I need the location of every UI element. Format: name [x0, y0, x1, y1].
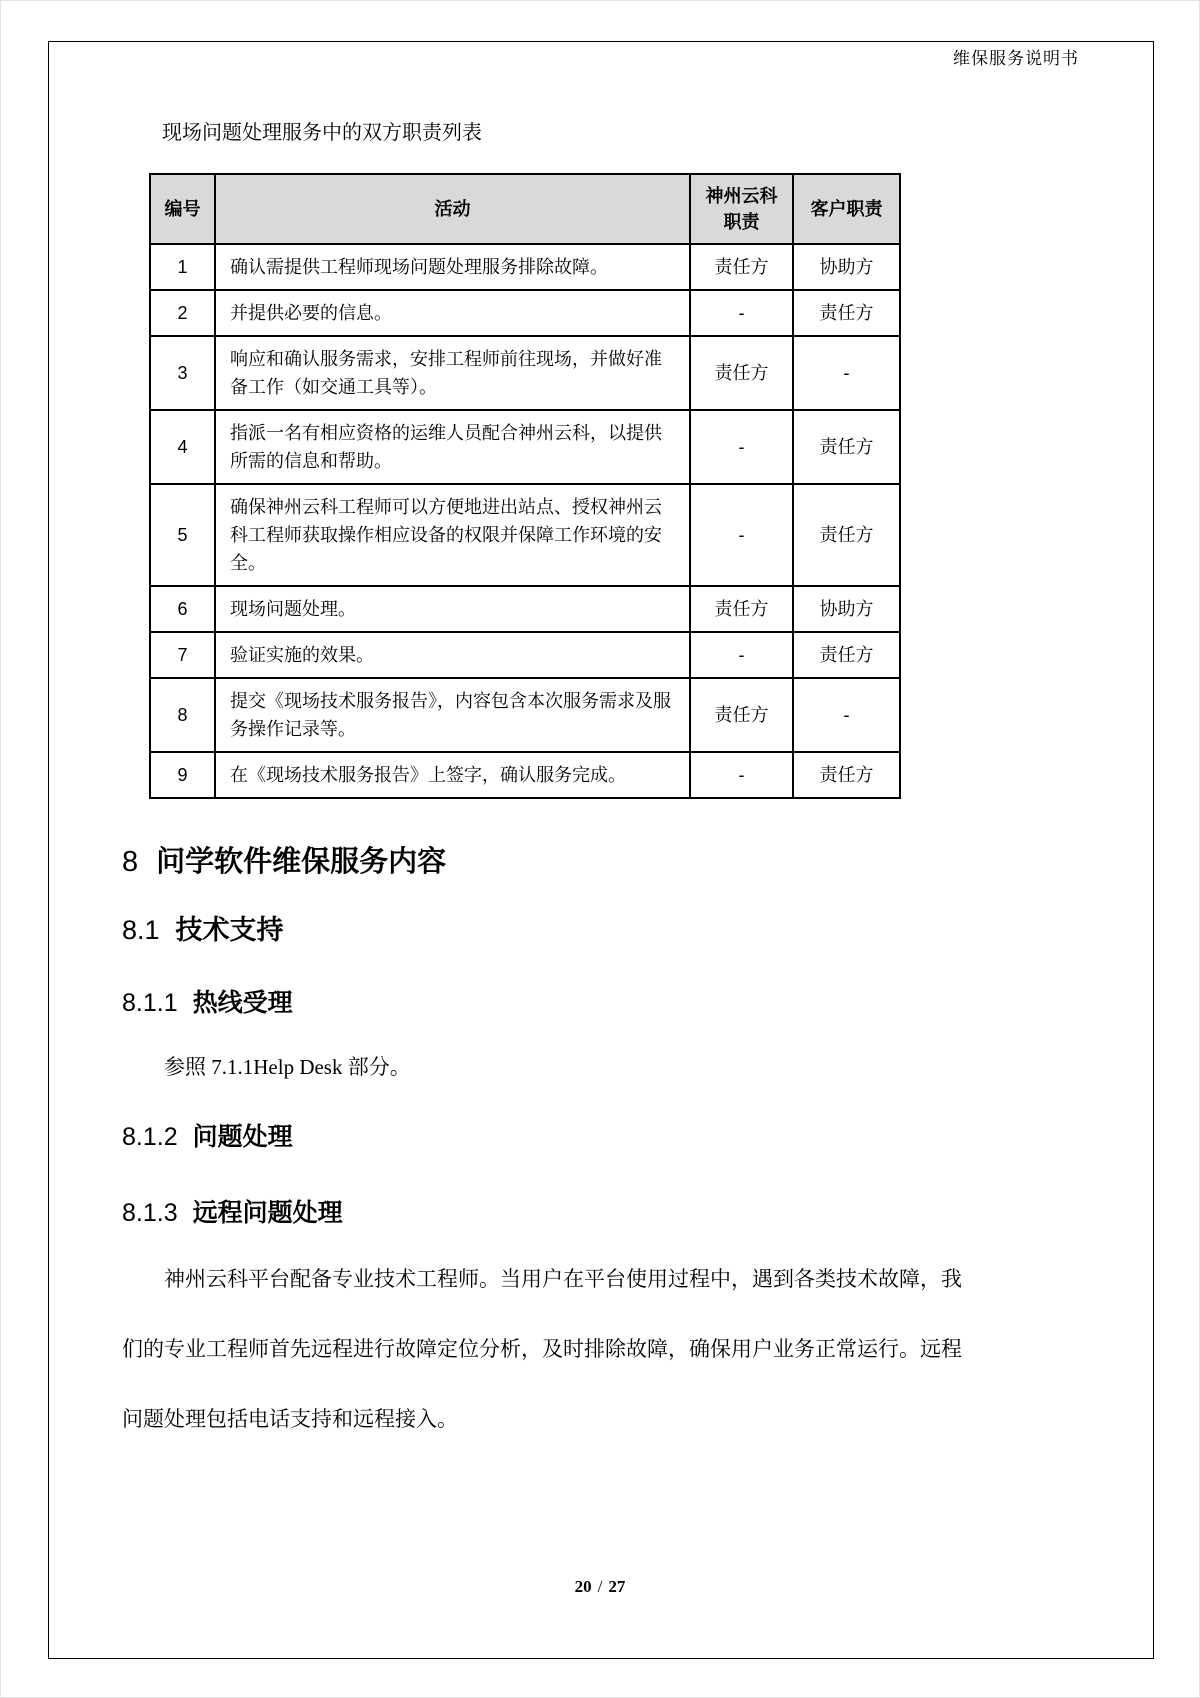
section-title: 问学软件维保服务内容 [156, 846, 447, 878]
cell-customer: 责任方 [793, 632, 900, 678]
section-number: 8 [122, 846, 139, 878]
header-cell-vendor: 神州云科职责 [690, 174, 793, 244]
current-page-number: 20 [574, 1577, 592, 1596]
cell-vendor: 责任方 [690, 586, 793, 632]
total-page-number: 27 [608, 1577, 626, 1596]
table-row [150, 586, 900, 632]
cell-activity: 在《现场技术服务报告》上签字，确认服务完成。 [215, 752, 690, 798]
responsibility-table [149, 173, 901, 799]
cell-vendor: 责任方 [690, 678, 793, 752]
table-header-row [150, 174, 900, 244]
cell-vendor: - [690, 484, 793, 586]
cell-vendor: 责任方 [690, 336, 793, 410]
section-number: 8.1.1 [122, 989, 178, 1017]
cell-vendor: - [690, 290, 793, 336]
cell-number: 3 [150, 336, 215, 410]
cell-customer: - [793, 336, 900, 410]
header-cell-customer: 客户职责 [793, 174, 900, 244]
header-cell-activity: 活动 [215, 174, 690, 244]
header-cell-number: 编号 [150, 174, 215, 244]
cell-activity: 确认需提供工程师现场问题处理服务排除故障。 [215, 244, 690, 290]
section-heading-8-1-2 [122, 1117, 1079, 1153]
cell-customer: 责任方 [793, 290, 900, 336]
cell-number: 1 [150, 244, 215, 290]
cell-customer: 责任方 [793, 752, 900, 798]
section-title: 远程问题处理 [192, 1199, 343, 1227]
table-row [150, 752, 900, 798]
cell-vendor: - [690, 410, 793, 484]
cell-number: 5 [150, 484, 215, 586]
cell-number: 8 [150, 678, 215, 752]
hotline-reference-paragraph: 参照 7.1.1Help Desk 部分。 [164, 1055, 411, 1079]
section-heading-8-1 [122, 908, 1079, 947]
cell-activity: 并提供必要的信息。 [215, 290, 690, 336]
table-row [150, 244, 900, 290]
cell-customer: 协助方 [793, 244, 900, 290]
section-number: 8.1.2 [122, 1123, 178, 1151]
cell-activity: 指派一名有相应资格的运维人员配合神州云科，以提供所需的信息和帮助。 [215, 410, 690, 484]
page-content [1, 1, 1199, 1697]
cell-customer: 责任方 [793, 484, 900, 586]
table-row [150, 632, 900, 678]
cell-number: 9 [150, 752, 215, 798]
remote-support-paragraph: 神州云科平台配备专业技术工程师。当用户在平台使用过程中，遇到各类技术故障，我们的专业工程师首先远程进行故障定位分析，及时排除故障，确保用户业务正常运行。远程问题处理包括电话支持和远程接入。 [122, 1268, 962, 1431]
table-row [150, 336, 900, 410]
cell-number: 6 [150, 586, 215, 632]
section-heading-8-1-3 [122, 1193, 1079, 1229]
cell-number: 4 [150, 410, 215, 484]
table-row [150, 410, 900, 484]
cell-activity: 验证实施的效果。 [215, 632, 690, 678]
section-heading-8 [122, 839, 1079, 880]
cell-activity: 现场问题处理。 [215, 586, 690, 632]
cell-vendor: 责任方 [690, 244, 793, 290]
table-row [150, 484, 900, 586]
cell-vendor: - [690, 632, 793, 678]
cell-customer: - [793, 678, 900, 752]
table-row [150, 290, 900, 336]
cell-number: 2 [150, 290, 215, 336]
page-footer [1, 1577, 1199, 1597]
section-heading-8-1-1 [122, 983, 1079, 1019]
cell-customer: 责任方 [793, 410, 900, 484]
section-number: 8.1.3 [122, 1199, 178, 1227]
cell-activity: 响应和确认服务需求，安排工程师前往现场，并做好准备工作（如交通工具等）。 [215, 336, 690, 410]
cell-number: 7 [150, 632, 215, 678]
table-row [150, 678, 900, 752]
section-number: 8.1 [122, 915, 160, 945]
cell-customer: 协助方 [793, 586, 900, 632]
section-title: 技术支持 [175, 915, 284, 945]
cell-activity: 确保神州云科工程师可以方便地进出站点、授权神州云科工程师获取操作相应设备的权限并保障工作环境的安全。 [215, 484, 690, 586]
cell-vendor: - [690, 752, 793, 798]
page-number-separator: / [597, 1577, 603, 1596]
cell-activity: 提交《现场技术服务报告》，内容包含本次服务需求及服务操作记录等。 [215, 678, 690, 752]
section-title: 热线受理 [192, 989, 293, 1017]
section-title: 问题处理 [192, 1123, 293, 1151]
table-caption: 现场问题处理服务中的双方职责列表 [162, 122, 482, 144]
document-header-title: 维保服务说明书 [953, 49, 1079, 68]
